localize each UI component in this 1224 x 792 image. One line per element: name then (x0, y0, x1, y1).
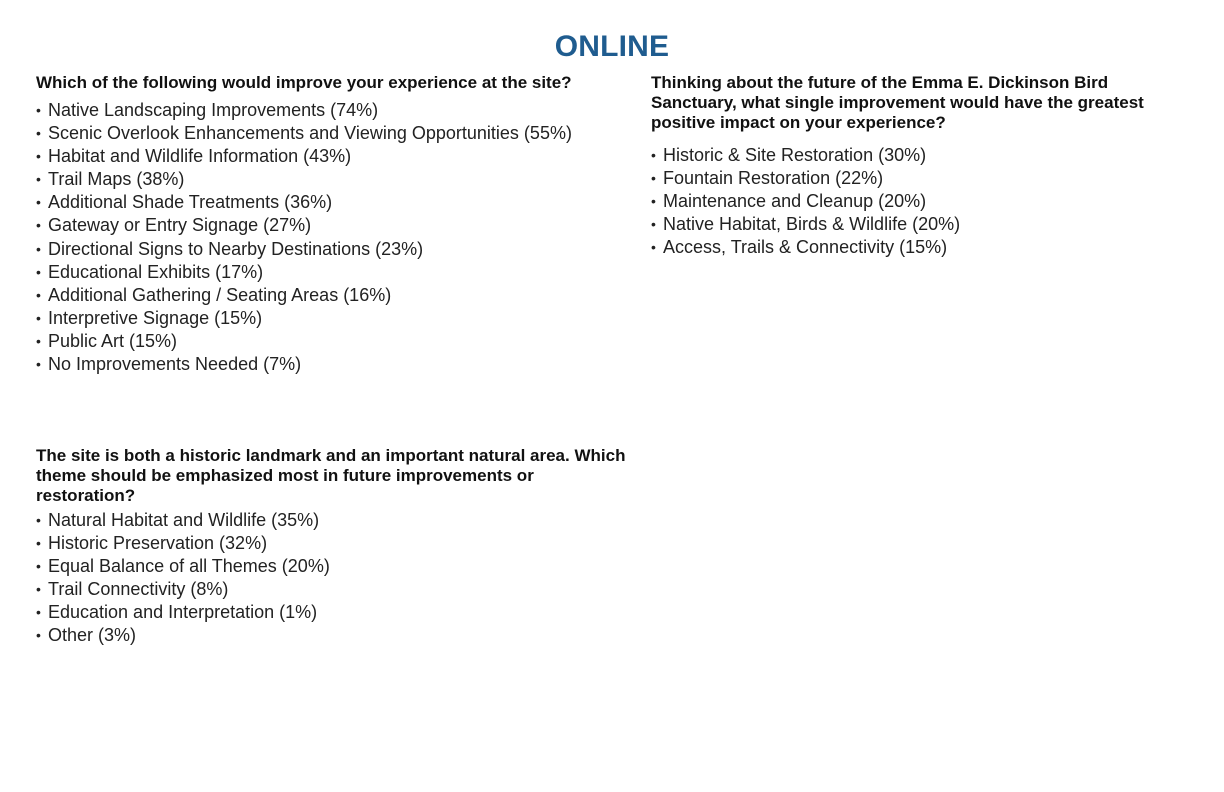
bullet-icon: • (651, 193, 656, 210)
answer-text: Scenic Overlook Enhancements and Viewing Opportunities (55%) (48, 123, 572, 144)
question-section-site-improvements (36, 73, 636, 376)
answer-item (36, 555, 636, 578)
answer-item (651, 190, 1196, 213)
question-heading: Which of the following would improve your experience at the site? (36, 73, 572, 92)
page-title: ONLINE (554, 30, 670, 63)
bullet-icon: • (651, 239, 656, 256)
bullet-icon: • (36, 512, 41, 528)
bullet-icon: • (36, 125, 41, 142)
answer-item (651, 213, 1196, 236)
answer-item (36, 168, 636, 191)
answer-text: Historic Preservation (32%) (48, 533, 268, 554)
bullet-icon: • (36, 286, 41, 303)
bullet-icon: • (36, 263, 41, 280)
answer-text: No Improvements Needed (7%) (48, 354, 302, 375)
answer-item (36, 284, 636, 307)
answer-text: Fountain Restoration (22%) (663, 168, 884, 189)
question-section-single-improvement (651, 73, 1196, 259)
bullet-icon: • (651, 170, 656, 187)
answer-text: Additional Shade Treatments (36%) (48, 192, 333, 213)
bullet-icon: • (651, 216, 656, 233)
answer-item (651, 167, 1196, 190)
answer-text: Gateway or Entry Signage (27%) (48, 215, 312, 236)
question-heading: The site is both a historic landmark and an important natural area. Which theme should be emphasized most in future improvements or restoration? (36, 446, 626, 505)
bullet-icon: • (36, 356, 41, 373)
answer-text: Trail Maps (38%) (48, 169, 185, 190)
answer-list (36, 509, 636, 648)
answer-list (36, 99, 636, 376)
bullet-icon: • (36, 558, 41, 575)
answer-item (651, 236, 1196, 259)
answer-text: Maintenance and Cleanup (20%) (663, 191, 927, 212)
answer-text: Interpretive Signage (15%) (48, 307, 263, 328)
bullet-icon: • (36, 535, 41, 552)
answer-text: Access, Trails & Connectivity (15%) (663, 237, 948, 258)
bullet-icon: • (36, 102, 41, 118)
answer-item (36, 532, 636, 555)
answer-item (36, 261, 636, 284)
answer-text: Public Art (15%) (48, 330, 178, 351)
bullet-icon: • (36, 148, 41, 165)
answer-item (36, 578, 636, 601)
bullet-icon: • (36, 309, 41, 326)
answer-text: Directional Signs to Nearby Destinations (23%) (48, 238, 424, 259)
answer-text: Historic & Site Restoration (30%) (663, 145, 927, 165)
bullet-icon: • (36, 604, 41, 621)
bullet-icon: • (36, 627, 41, 644)
answer-item (36, 122, 636, 145)
answer-item (36, 214, 636, 237)
bullet-icon: • (36, 332, 41, 349)
answer-text: Habitat and Wildlife Information (43%) (48, 146, 352, 167)
bullet-icon: • (36, 217, 41, 234)
answer-text: Equal Balance of all Themes (20%) (48, 556, 330, 577)
answer-text: Educational Exhibits (17%) (48, 261, 264, 282)
answer-text: Native Landscaping Improvements (74%) (48, 100, 379, 120)
answer-list (651, 144, 1196, 259)
question-heading: Thinking about the future of the Emma E. Dickinson Bird Sanctuary, what single improvement would have the greatest positive impact on your experience? (651, 73, 1144, 132)
answer-item (36, 145, 636, 168)
answer-text: Other (3%) (48, 625, 137, 646)
answer-item (36, 99, 636, 122)
answer-item (36, 353, 636, 376)
bullet-icon: • (36, 194, 41, 211)
answer-item (36, 601, 636, 624)
answer-text: Education and Interpretation (1%) (48, 602, 318, 623)
question-section-theme-emphasis (36, 446, 636, 648)
bullet-icon: • (36, 240, 41, 257)
answer-text: Trail Connectivity (8%) (48, 579, 229, 600)
answer-item (36, 624, 636, 647)
answer-item (36, 238, 636, 261)
answer-item (36, 307, 636, 330)
answer-text: Natural Habitat and Wildlife (35%) (48, 510, 320, 530)
bullet-icon: • (651, 147, 656, 163)
answer-text: Native Habitat, Birds & Wildlife (20%) (663, 214, 961, 235)
answer-item (651, 144, 1196, 167)
answer-item (36, 509, 636, 532)
answer-text: Additional Gathering / Seating Areas (16%) (48, 284, 392, 305)
answer-item (36, 330, 636, 353)
answer-item (36, 191, 636, 214)
bullet-icon: • (36, 171, 41, 188)
bullet-icon: • (36, 581, 41, 598)
